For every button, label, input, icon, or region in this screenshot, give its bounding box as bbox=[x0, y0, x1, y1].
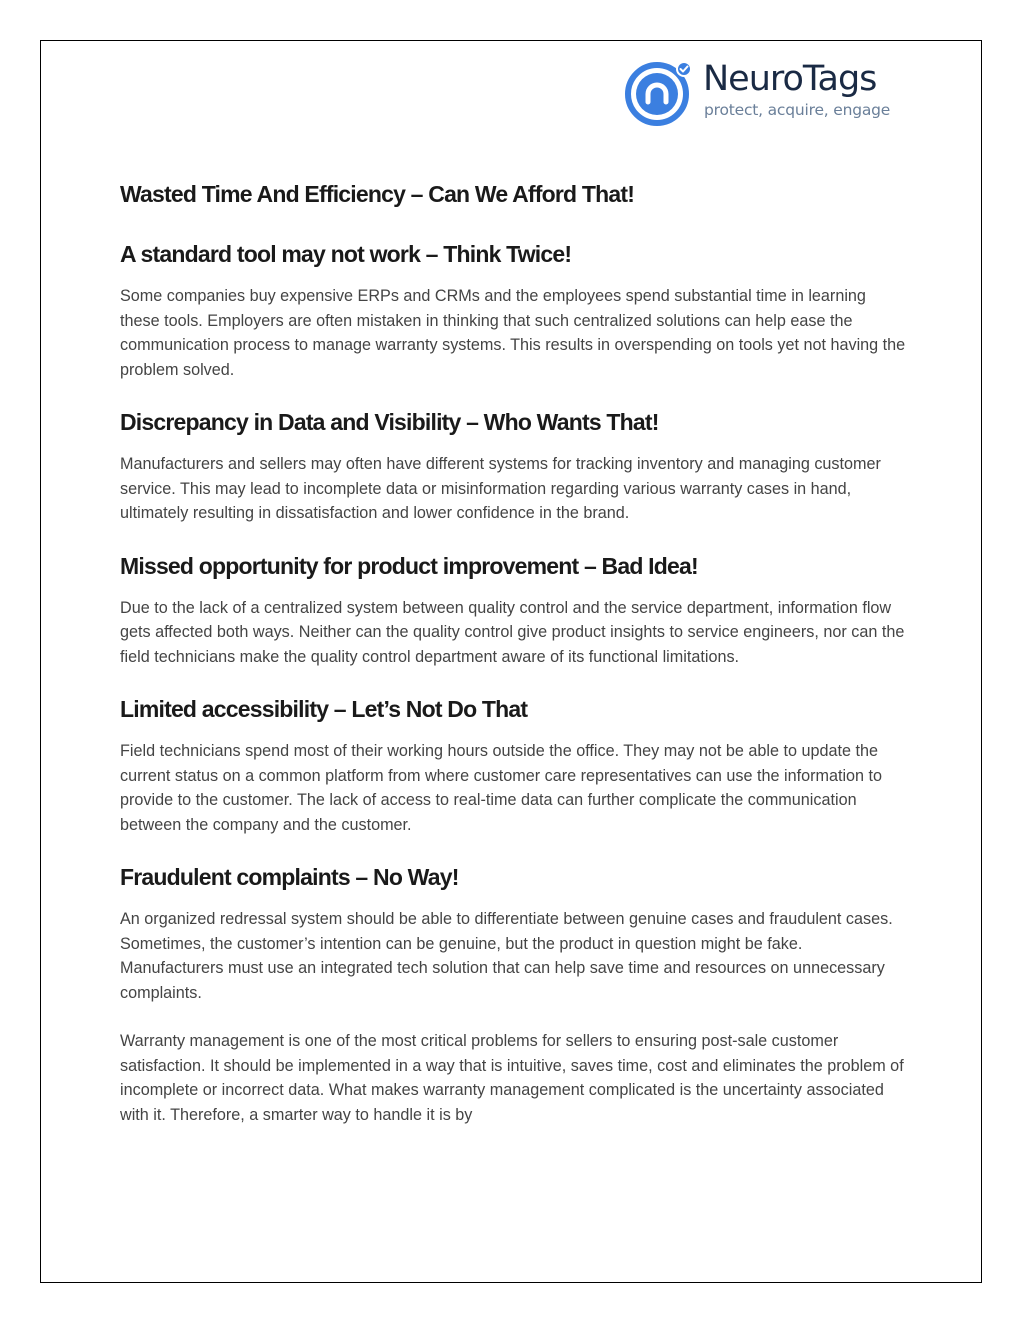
logo-wordmark: NeuroTags bbox=[703, 59, 877, 99]
section-heading-limited-accessibility: Limited accessibility – Let’s Not Do That bbox=[120, 696, 528, 722]
section-heading-product-improvement: Missed opportunity for product improvement – Bad Idea! bbox=[120, 552, 698, 579]
document-title: Wasted Time And Efficiency – Can We Afford That! bbox=[120, 181, 635, 207]
neurotags-logo bbox=[623, 58, 913, 128]
section-heading-standard-tool: A standard tool may not work – Think Twice! bbox=[120, 241, 572, 267]
section-body-fraudulent-complaints: An organized redressal system should be able to differentiate between genuine cases and fraudulent cases. Sometimes, the customer’s intention can be genuine, but the product in question might be fake. Manufacturers must use an integrated tech solution that can help save time and resources on unnecessary complaints. bbox=[120, 910, 893, 1002]
logo-tagline: protect, acquire, engage bbox=[704, 101, 891, 119]
section-body-data-discrepancy: Manufacturers and sellers may often have different systems for tracking inventory and managing customer service. This may lead to incomplete data or misinformation regarding various warranty cases in hand, ultimately resulting in dissatisfaction and lower confidence in the brand. bbox=[120, 455, 881, 522]
section-heading-data-discrepancy: Discrepancy in Data and Visibility – Who Wants That! bbox=[120, 409, 659, 435]
document-body bbox=[120, 178, 910, 1127]
section-heading-fraudulent-complaints: Fraudulent complaints – No Way! bbox=[120, 864, 459, 890]
neurotags-logo-icon bbox=[623, 58, 693, 128]
section-body-product-improvement: Due to the lack of a centralized system between quality control and the service department, information flow gets affected both ways. Neither can the quality control give product insights to service engineers, nor can the field technicians make the quality control department aware of its functional limitations. bbox=[120, 598, 905, 666]
section-body-limited-accessibility: Field technicians spend most of their working hours outside the office. They may not be able to update the current status on a common platform from where customer care representatives can use the information to provide to the customer. The lack of access to real-time data can further complicate the communication between the company and the customer. bbox=[120, 742, 883, 834]
closing-paragraph: Warranty management is one of the most critical problems for sellers to ensuring post-sale customer satisfaction. It should be implemented in a way that is intuitive, saves time, cost and eliminates the problem of incomplete or incorrect data. What makes warranty management complicated is the uncertainty associated with it. Therefore, a smarter way to handle it is by bbox=[120, 1032, 904, 1124]
section-body-standard-tool: Some companies buy expensive ERPs and CRMs and the employees spend substantial time in learning these tools. Employers are often mistaken in thinking that such centralized solutions can help ease the communication process to manage warranty systems. This results in overspending on tools yet not having the problem solved. bbox=[120, 287, 906, 379]
